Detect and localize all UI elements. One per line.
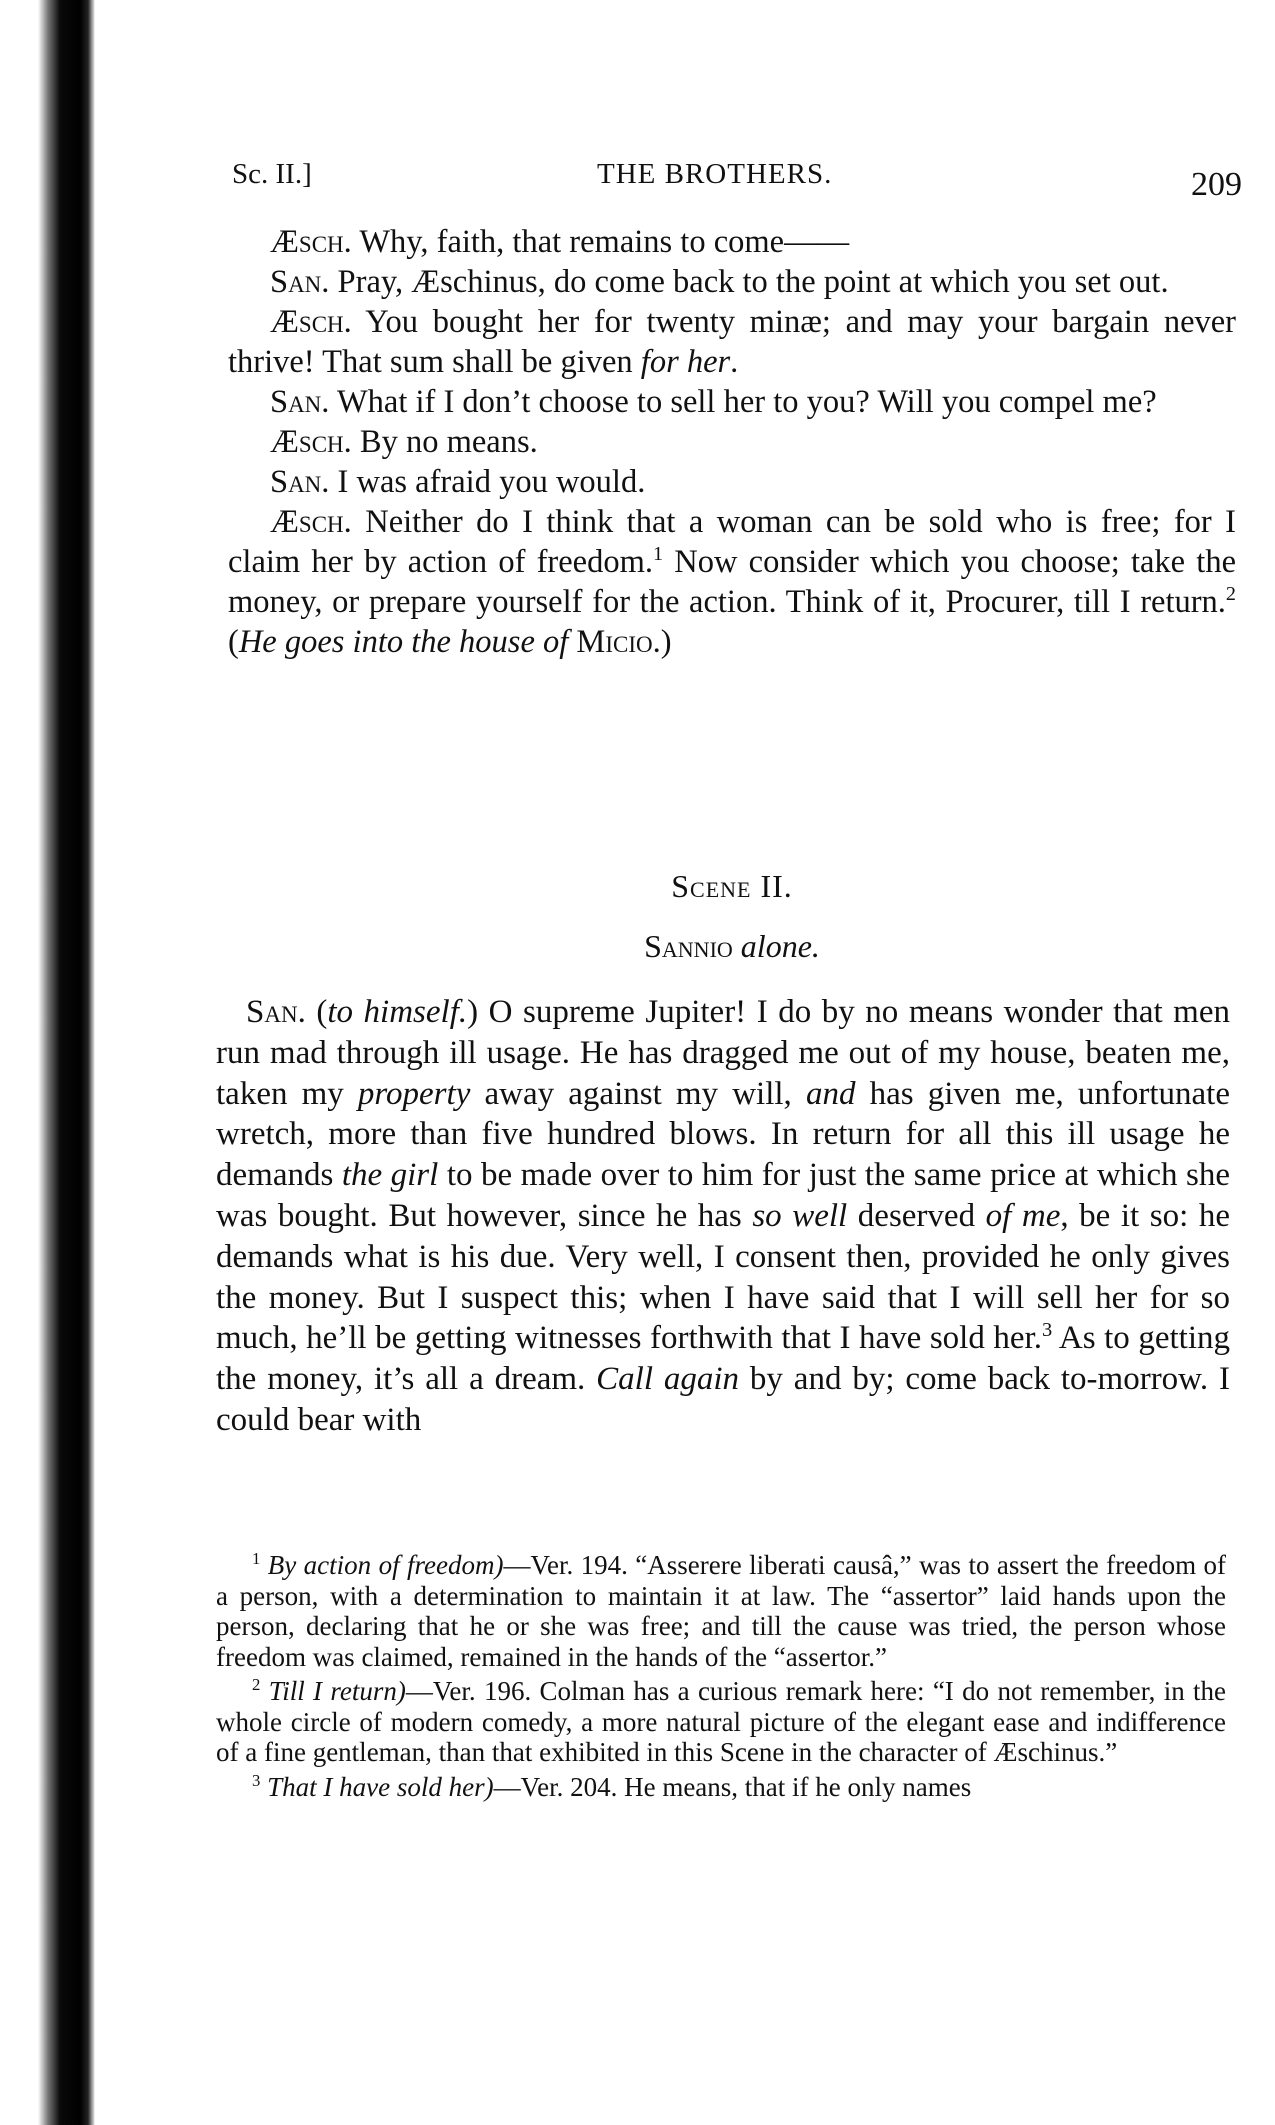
- stage-direction-italic: He goes into the house of: [238, 624, 569, 660]
- speech-paragraph: [216, 992, 1230, 1441]
- italic-text: for her: [640, 344, 731, 380]
- stage-direction: (: [228, 624, 239, 660]
- line-text: By no means.: [359, 424, 538, 460]
- dialogue-line: [228, 262, 1236, 302]
- header-title: THE BROTHERS.: [597, 158, 833, 190]
- italic-text: so well: [752, 1197, 848, 1234]
- italic-text: Call again: [596, 1361, 740, 1398]
- speaker: San.: [246, 994, 306, 1030]
- book-binding-edge: [0, 0, 95, 2125]
- stage-direction: .): [652, 624, 672, 660]
- speech-text: deserved: [847, 1197, 986, 1234]
- footnote-ref: 1: [653, 543, 664, 566]
- footnote-ref: 3: [1041, 1319, 1053, 1342]
- main-speech: [216, 992, 1230, 1441]
- speech-text: has given me, unfortunate wretch, more than five hundred blows. In return for all this ill usage he demands: [216, 1075, 1230, 1194]
- footnote: [216, 1772, 1226, 1803]
- dialogue-top: [228, 222, 1236, 662]
- italic-text: property: [357, 1075, 471, 1112]
- footnote-text: —Ver. 194. “Asserere liberati causâ,” was to assert the freedom of a person, with a determination to maintain it at law. The “assertor” laid hands upon the person, declaring that he or she was free; and till the cause was tried, the person whose freedom was claimed, remained in the hands of the “assertor.”: [216, 1550, 1227, 1672]
- footnote-text: —Ver. 204. He means, that if he only names: [493, 1771, 972, 1802]
- speech-text: by and by; come back to-morrow. I could bear with: [216, 1361, 1230, 1438]
- footnote: [216, 1676, 1226, 1768]
- speech-text: , be it so: he demands what is his due. Very well, I consent then, provided he only gives the money. But I suspect this; when I have said that I will sell her for so much, he’ll be getting witnesses forthwith that I have sold her.: [216, 1197, 1230, 1357]
- stage-direction: ): [467, 994, 479, 1030]
- scene-subheading: [228, 928, 1236, 965]
- footnote-lemma: Till I return): [268, 1676, 406, 1706]
- scene-heading: Scene II.: [671, 868, 793, 904]
- running-header: [232, 150, 1242, 210]
- character-name: Micio: [568, 624, 653, 660]
- footnote-number: 3: [252, 1770, 261, 1790]
- italic-text: and: [805, 1075, 856, 1112]
- character-name: Sannio: [644, 928, 733, 964]
- line-text: What if I don’t choose to sell her to you? Will you compel me?: [336, 384, 1157, 420]
- dialogue-line: [228, 302, 1236, 382]
- page-number: 209: [1191, 166, 1242, 203]
- line-text: You bought her for twenty minæ; and may your bargain never thrive! That sum shall be given: [228, 304, 1236, 380]
- footnote-text: —Ver. 196. Colman has a curious remark here: “I do not remember, in the whole circle of modern comedy, a more natural picture of the elegant ease and indifference of a fine gentleman, than that exhibited in this Scene in the character of Æschinus.”: [216, 1676, 1227, 1767]
- dialogue-line: [228, 422, 1236, 462]
- stage-direction-italic: to himself.: [327, 994, 468, 1030]
- line-text: Neither do I think that a woman can be sold who is free; for I claim her by action of freedom.: [228, 504, 1237, 580]
- scene-direction: alone.: [732, 928, 820, 964]
- footnote-number: 2: [252, 1675, 261, 1694]
- speaker: Æsch.: [270, 304, 352, 340]
- speaker: San.: [270, 264, 330, 300]
- speech-text: to be made over to him for just the same price at which she was bought. But however, since he has: [216, 1157, 1230, 1234]
- italic-text: of me: [985, 1197, 1061, 1234]
- footnotes: [216, 1550, 1226, 1806]
- footnote-lemma: That I have sold her): [267, 1771, 494, 1802]
- speaker: San.: [270, 464, 330, 500]
- speech-text: O supreme Jupiter! I do by no means wonder that men run mad through ill usage. He has dragged me out of my house, beaten me, taken my: [216, 994, 1230, 1112]
- italic-text: the girl: [341, 1157, 439, 1194]
- stage-direction: (: [305, 994, 328, 1030]
- speaker: Æsch.: [270, 424, 352, 460]
- footnote: [216, 1550, 1226, 1672]
- speech-text: As to getting the money, it’s all a dream.: [216, 1320, 1230, 1398]
- dialogue-line: [228, 462, 1236, 502]
- footnote-lemma: By action of freedom): [267, 1550, 504, 1580]
- footnote-number: 1: [252, 1549, 261, 1568]
- line-text: I was afraid you would.: [337, 464, 646, 500]
- line-text: Pray, Æschinus, do come back to the point at which you set out.: [337, 264, 1169, 300]
- footnote-ref: 2: [1225, 583, 1236, 606]
- line-text: Why, faith, that remains to come——: [359, 224, 850, 260]
- dialogue-line: [228, 382, 1236, 422]
- dialogue-line: [228, 222, 1236, 262]
- header-section: Sc. II.]: [232, 158, 312, 190]
- line-text: Now consider which you choose; take the money, or prepare yourself for the action. Think of it, Procurer, till I return.: [228, 544, 1236, 620]
- line-text: .: [730, 344, 739, 380]
- dialogue-line: [228, 502, 1236, 662]
- speaker: Æsch.: [270, 504, 352, 540]
- speech-text: away against my will,: [470, 1075, 806, 1112]
- speaker: San.: [270, 384, 330, 420]
- speaker: Æsch.: [270, 224, 352, 260]
